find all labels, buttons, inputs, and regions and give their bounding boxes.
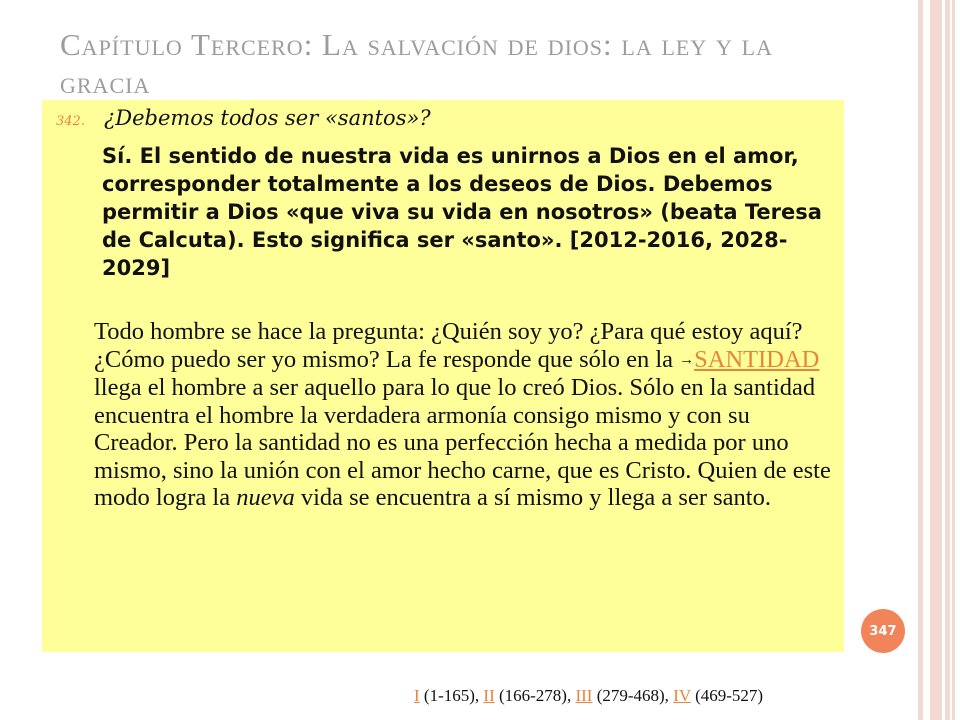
nav-range: (469-527) xyxy=(690,686,764,705)
nav-link-part-i[interactable]: I xyxy=(414,686,420,705)
decorative-stripe xyxy=(945,0,950,720)
decorative-stripe xyxy=(952,0,955,720)
arrow-right-icon: → xyxy=(679,351,695,368)
santidad-link[interactable]: SANTIDAD xyxy=(694,345,820,373)
nav-link-part-iii[interactable]: III xyxy=(575,686,593,705)
commentary-part-1: Todo hombre se hace la pregunta: ¿Quién soy yo? ¿Para qué estoy aquí? ¿Cómo puedo ser yo mismo? La fe responde que sólo en la xyxy=(94,318,803,373)
commentary-part-3: vida se encuentra a sí mismo y llega a ser santo. xyxy=(294,484,771,511)
question-number: 342. xyxy=(56,114,85,129)
nav-range: (279-468), xyxy=(592,686,674,705)
commentary-text xyxy=(94,318,834,512)
commentary-emphasis: nueva xyxy=(236,484,295,511)
nav-range: (166-278), xyxy=(494,686,576,705)
part-navigation xyxy=(414,686,763,706)
nav-link-part-ii[interactable]: II xyxy=(483,686,495,705)
nav-link-part-iv[interactable]: IV xyxy=(673,686,691,705)
decorative-stripe xyxy=(918,0,923,720)
page-number-badge: 347 xyxy=(861,609,905,653)
question-text: ¿Debemos todos ser «santos»? xyxy=(104,106,431,130)
decorative-stripe xyxy=(930,0,942,720)
slide-title: Capítulo Tercero: La salvación de dios: la ley y la gracia xyxy=(60,27,773,100)
commentary-part-2: llega el hombre a ser aquello para lo que lo creó Dios. Sólo en la santidad encuentra el hombre la verdadera armonía consigo mismo y con su Creador. Pero la santidad no es una perfección hecha a medida por uno mismo, sino la unión con el amor hecho carne, que es Cristo. Quien de este modo logra la xyxy=(94,374,831,511)
nav-range: (1-165), xyxy=(419,686,484,705)
answer-text: Sí. El sentido de nuestra vida es unirnos a Dios en el amor, corresponder totalmente a los deseos de Dios. Debemos permitir a Dios «que viva su vida en nosotros» (beata Teresa de Calcuta). Esto significa ser «santo». [2012-2016, 2028-2029] xyxy=(102,144,822,280)
content-panel xyxy=(42,100,844,652)
